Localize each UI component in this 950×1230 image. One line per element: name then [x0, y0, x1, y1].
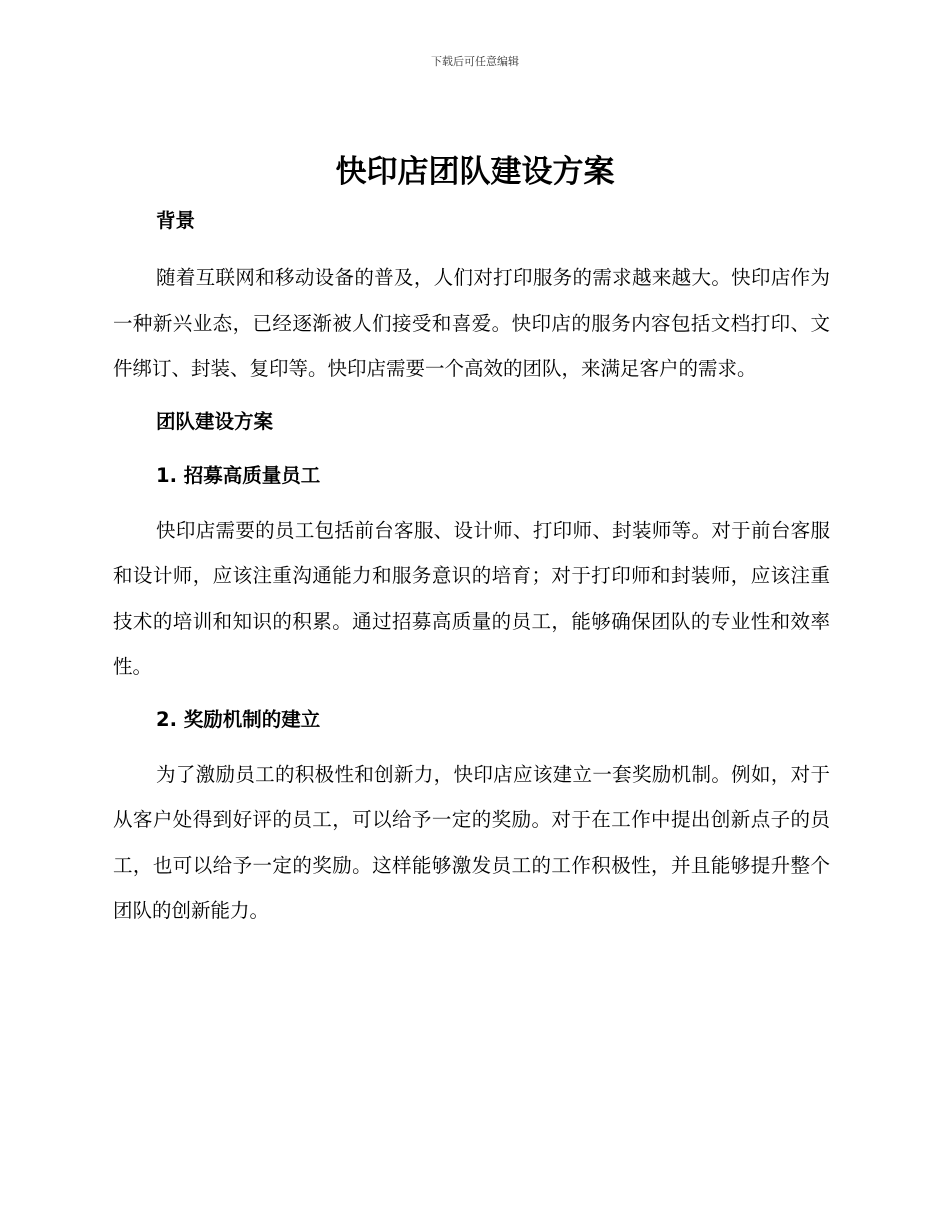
section-heading-reward: 2. 奖励机制的建立 [156, 707, 321, 731]
paragraph-reward: 为了激励员工的积极性和创新力，快印店应该建立一套奖励机制。例如，对于从客户处得到好评的员工，可以给予一定的奖励。对于在工作中提出创新点子的员工，也可以给予一定的奖励。这样能够激发员工的工作积极性，并且能够提升整个团队的创新能力。 [113, 762, 830, 922]
page-header-note: 下载后可任意编辑 [431, 55, 519, 68]
document-body [113, 198, 830, 934]
section-heading-team-plan: 团队建设方案 [156, 409, 274, 433]
section-heading-recruit: 1. 招募高质量员工 [156, 463, 321, 487]
paragraph-background: 随着互联网和移动设备的普及，人们对打印服务的需求越来越大。快印店作为一种新兴业态，已经逐渐被人们接受和喜爱。快印店的服务内容包括文档打印、文件绑订、封装、复印等。快印店需要一个高效的团队，来满足客户的需求。 [113, 266, 830, 380]
section-heading-background: 背景 [156, 209, 196, 232]
document-title: 快印店团队建设方案 [335, 154, 615, 190]
paragraph-recruit: 快印店需要的员工包括前台客服、设计师、打印师、封装师等。对于前台客服和设计师，应该注重沟通能力和服务意识的培育；对于打印师和封装师，应该注重技术的培训和知识的积累。通过招募高质量的员工，能够确保团队的专业性和效率性。 [113, 518, 830, 678]
